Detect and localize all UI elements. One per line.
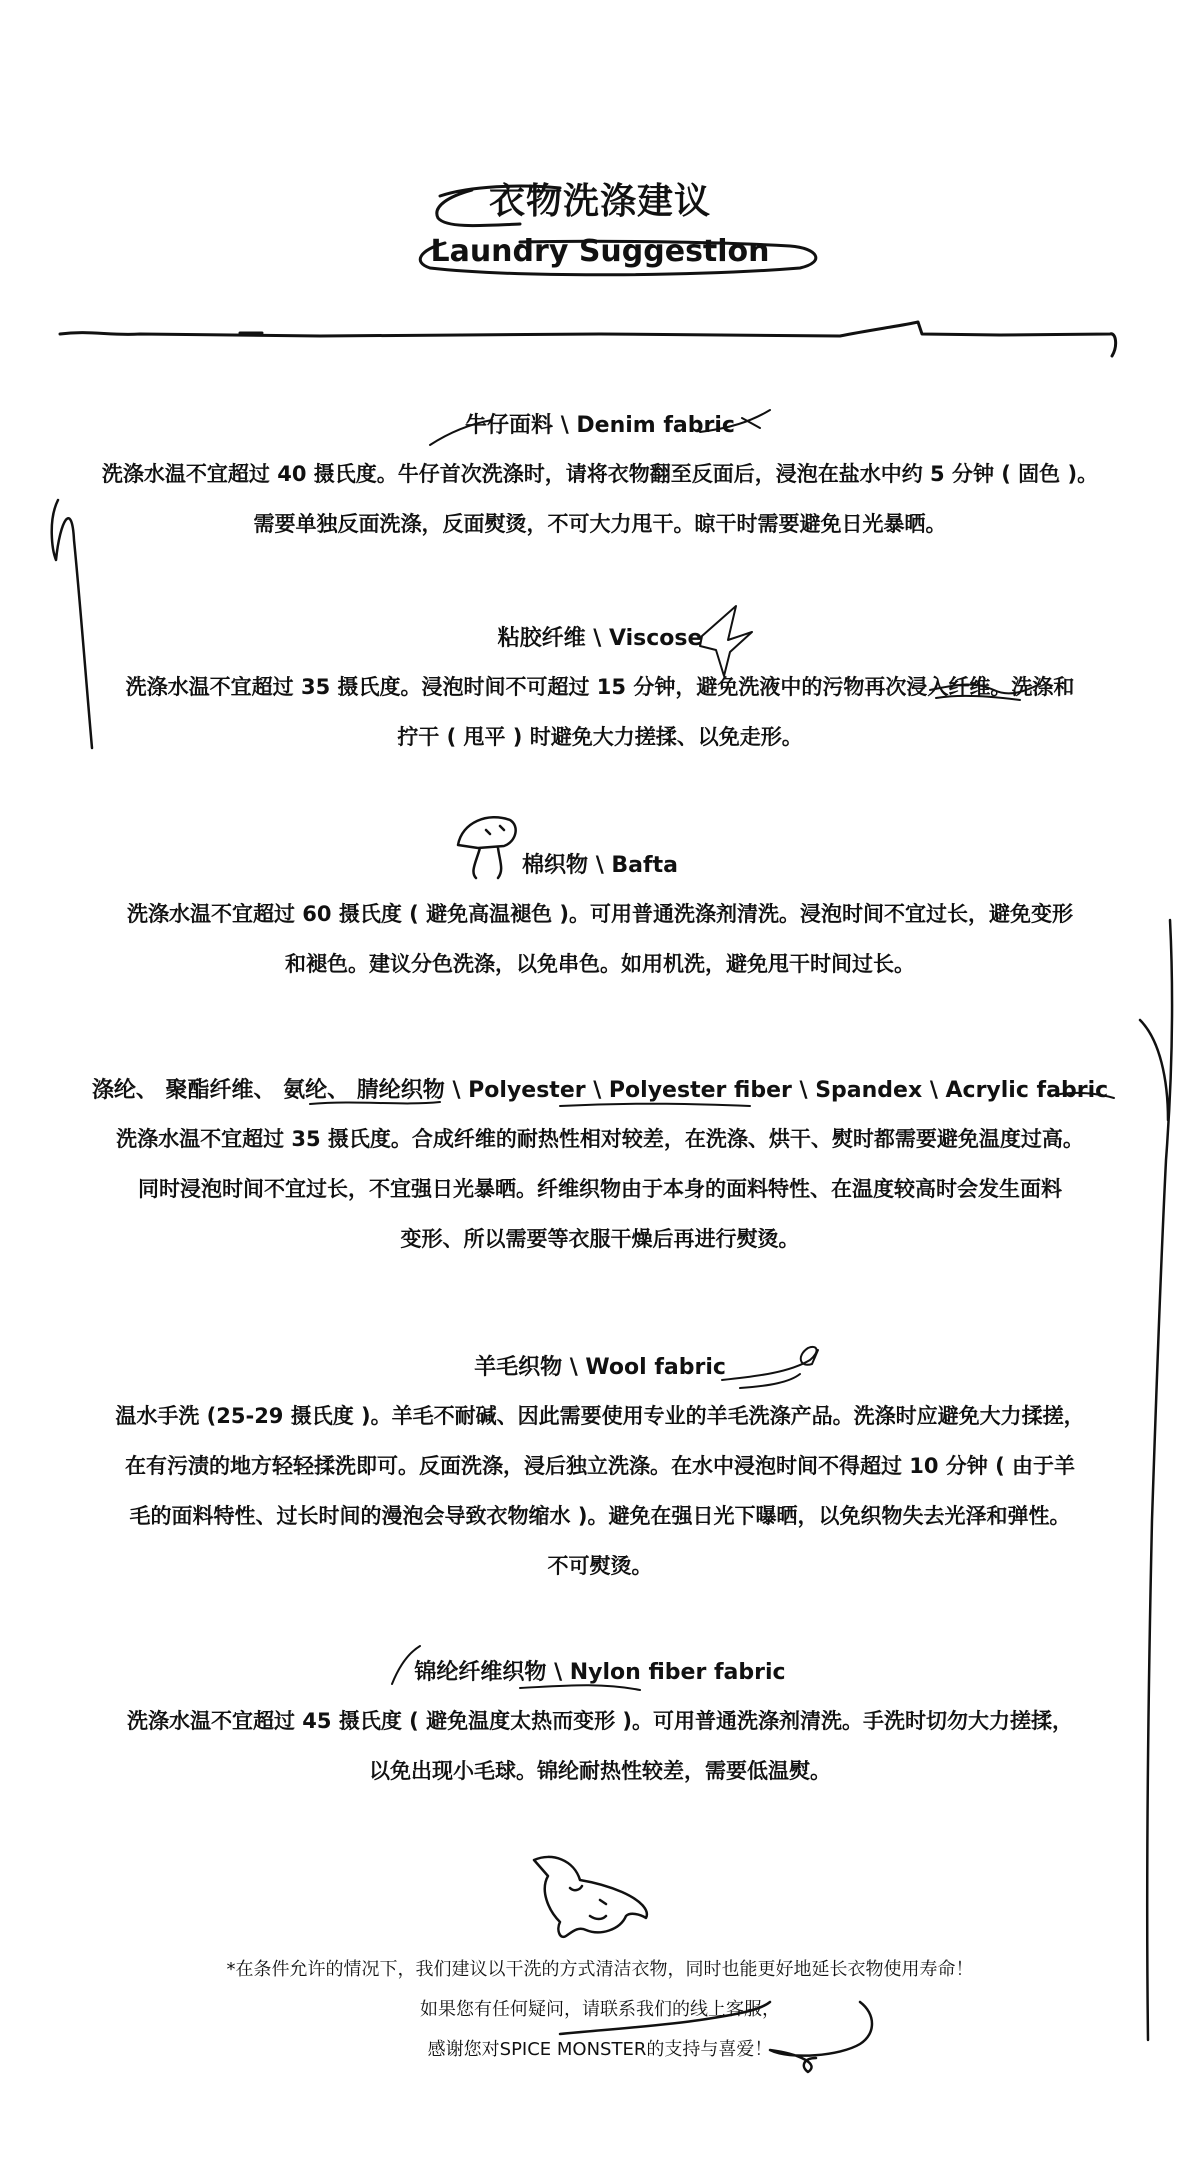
right-margin-scribble-icon <box>1140 920 1172 2040</box>
section-title: 牛仔面料 \ Denim fabric <box>465 413 735 438</box>
body-line: 变形、所以需要等衣服干燥后再进行熨烫。 <box>400 1227 800 1251</box>
section-nylon <box>60 1656 1140 1796</box>
body-line: 以免出现小毛球。锦纶耐热性较差，需要低温熨。 <box>369 1759 831 1783</box>
body-line: 洗涤水温不宜超过 60 摄氏度 ( 避免高温褪色 )。可用普通洗涤剂清洗。浸泡时间不宜过长，避免变形 <box>127 902 1073 926</box>
section-title: 棉织物 \ Bafta <box>522 853 678 878</box>
body-line: 洗涤水温不宜超过 35 摄氏度。浸泡时间不可超过 15 分钟，避免洗液中的污物再次浸入纤维。洗涤和 <box>125 675 1075 699</box>
section-denim <box>60 409 1140 549</box>
body-line: 需要单独反面洗涤，反面熨烫，不可大力甩干。晾干时需要避免日光暴晒。 <box>253 512 947 536</box>
section-title: 粘胶纤维 \ Viscose <box>497 626 703 651</box>
body-line: 和褪色。建议分色洗涤，以免串色。如用机洗，避免甩干时间过长。 <box>285 952 915 976</box>
section-body <box>60 662 1140 762</box>
body-line: 不可熨烫。 <box>547 1554 653 1578</box>
body-line: 同时浸泡时间不宜过长，不宜强日光暴晒。纤维织物由于本身的面料特性、在温度较高时会发生面料 <box>138 1177 1062 1201</box>
divider-line <box>60 322 1116 356</box>
section-polyester <box>60 1074 1140 1264</box>
section-body <box>60 1696 1140 1796</box>
body-line: 温水手洗 (25-29 摄氏度 )。羊毛不耐碱、因此需要使用专业的羊毛洗涤产品。洗涤时应避免大力揉搓， <box>115 1404 1085 1428</box>
section-viscose <box>60 622 1140 762</box>
section-body <box>60 449 1140 549</box>
body-line: 洗涤水温不宜超过 35 摄氏度。合成纤维的耐热性相对较差，在洗涤、烘干、熨时都需要避免温度过高。 <box>116 1127 1084 1151</box>
body-line: 洗涤水温不宜超过 45 摄氏度 ( 避免温度太热而变形 )。可用普通洗涤剂清洗。手洗时切勿大力搓揉， <box>127 1709 1073 1733</box>
footnote-line: 如果您有任何疑问，请联系我们的线上客服， <box>420 1999 780 2020</box>
footnote <box>0 1950 1200 2070</box>
section-title: 羊毛织物 \ Wool fabric <box>474 1355 726 1380</box>
section-title: 涤纶、 聚酯纤维、 氨纶、 腈纶织物 \ Polyester \ Polyester fiber \ Spandex \ Acrylic fabric <box>91 1078 1109 1103</box>
section-body <box>60 889 1140 989</box>
section-body <box>60 1114 1140 1264</box>
page-title: 衣物洗涤建议 <box>488 181 711 222</box>
body-line: 洗涤水温不宜超过 40 摄氏度。牛仔首次洗涤时，请将衣物翻至反面后，浸泡在盐水中约 5 分钟 ( 固色 )。 <box>101 462 1099 486</box>
section-cotton <box>60 849 1140 989</box>
body-line: 毛的面料特性、过长时间的漫泡会导致衣物缩水 )。避免在强日光下曝晒，以免织物失去光泽和弹性。 <box>129 1504 1071 1528</box>
body-line: 在有污渍的地方轻轻揉洗即可。反面洗涤，浸后独立洗涤。在水中浸泡时间不得超过 10 分钟 ( 由于羊 <box>124 1454 1076 1478</box>
body-line: 拧干 ( 甩平 ) 时避免大力搓揉、以免走形。 <box>397 725 803 749</box>
page-subtitle: Laundry Suggestion <box>430 234 770 269</box>
section-body <box>60 1391 1140 1591</box>
footnote-line: *在条件允许的情况下，我们建议以干洗的方式清洁衣物，同时也能更好地延长衣物使用寿命！ <box>226 1959 974 1980</box>
section-title: 锦纶纤维织物 \ Nylon fiber fabric <box>414 1660 786 1685</box>
animal-doodle-icon <box>534 1857 647 1937</box>
footnote-line: 感谢您对SPICE MONSTER的支持与喜爱！ <box>427 2039 773 2060</box>
section-wool <box>60 1351 1140 1591</box>
